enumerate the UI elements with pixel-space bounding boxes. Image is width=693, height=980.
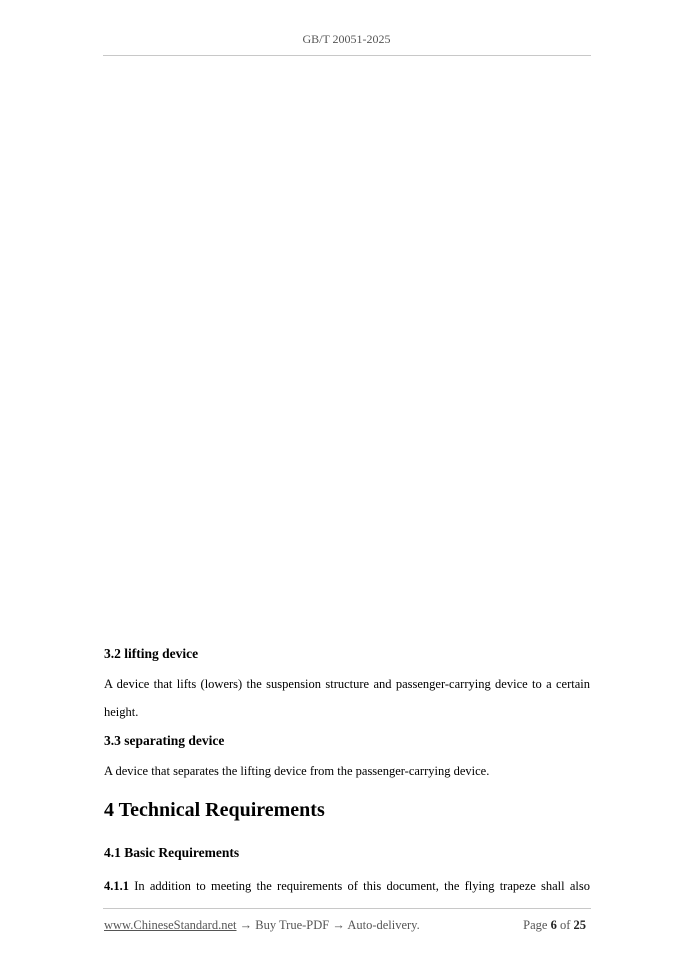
page-current: 6 [550,918,557,932]
clause-4-1-1-text: In addition to meeting the requirements of this document, the flying trapeze shall also [134,879,590,893]
clause-4-1-1-number: 4.1.1 [104,879,129,893]
site-link[interactable]: www.ChineseStandard.net [104,918,237,932]
term-3-2-number: 3.2 [104,646,121,661]
header-divider [103,55,591,56]
subsection-4-1-heading: 4.1 Basic Requirements [104,845,240,860]
footer-divider [103,908,591,909]
page-label: Page [523,918,548,932]
term-3-3-title: separating device [124,733,225,748]
page-of-label: of [559,918,571,932]
document-id: GB/T 20051-2025 [302,32,391,46]
buy-true-pdf-text: Buy True-PDF [255,918,330,932]
footer-promo [104,918,420,933]
page-total: 25 [573,918,586,932]
arrow-right-icon: → [332,918,345,932]
clause-4-1-1 [104,879,590,894]
term-3-2-definition: A device that lifts (lowers) the suspension structure and passenger-carrying device to a certain height. [104,677,590,719]
term-3-2-heading [104,646,198,662]
section-4-heading: 4 Technical Requirements [104,799,325,821]
term-3-3-definition: A device that separates the lifting device from the passenger-carrying device. [104,764,490,778]
auto-delivery-text: Auto-delivery. [347,918,420,932]
page-number [523,918,586,933]
term-3-3-heading [104,733,224,749]
arrow-right-icon: → [239,918,253,932]
term-3-2-title: lifting device [124,646,199,661]
term-3-3-number: 3.3 [104,733,121,748]
